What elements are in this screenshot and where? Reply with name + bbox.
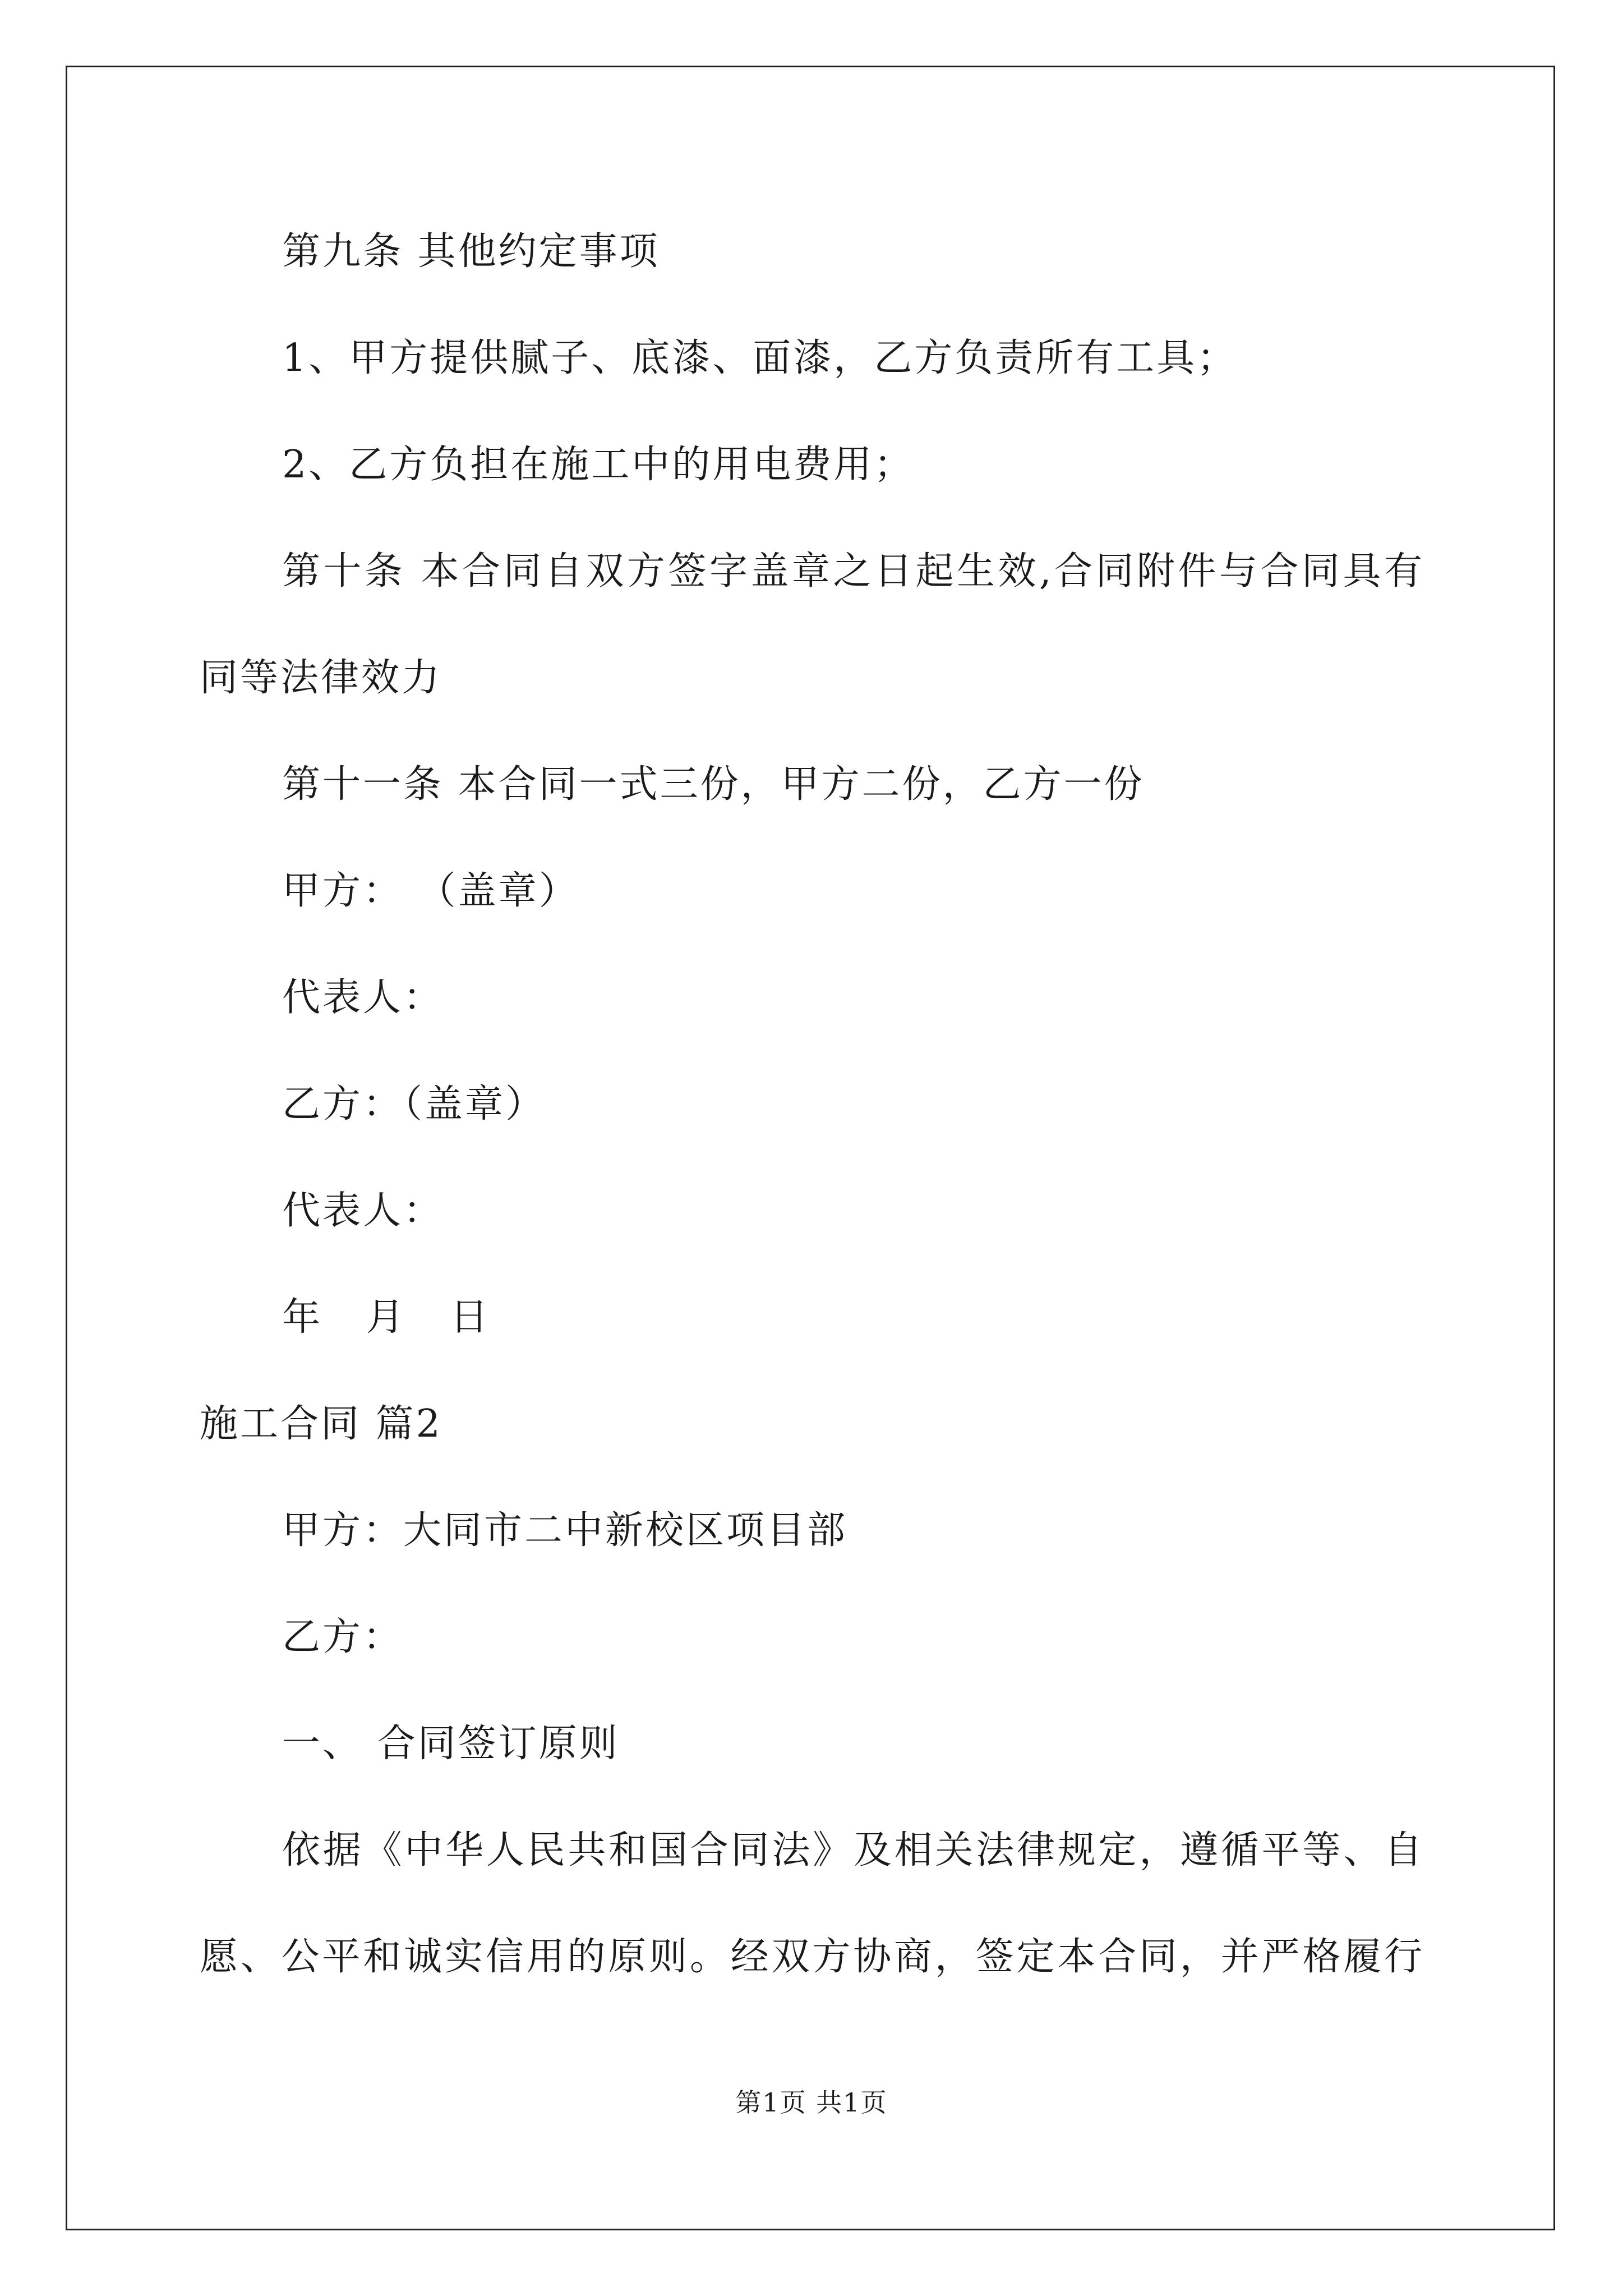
party-b-representative: 代表人： [282,1189,444,1233]
article-10-line-2: 同等法律效力 [200,656,442,700]
section-title: 施工合同 篇2 [200,1402,442,1446]
article-9-item-2: 2、乙方负担在施工中的用电费用； [282,443,915,487]
page-border [66,66,1555,2230]
party-a-name: 甲方：大同市二中新校区项目部 [282,1508,848,1553]
section-1-paragraph-line-2: 愿、公平和诚实信用的原则。经双方协商，签定本合同，并严格履行 [200,1935,1423,1979]
party-b-name: 乙方： [282,1615,404,1659]
article-10-line-1: 第十条 本合同自双方签字盖章之日起生效,合同附件与合同具有 [282,549,1423,593]
party-b-seal: 乙方：（盖章） [282,1082,546,1126]
article-11: 第十一条 本合同一式三份，甲方二份，乙方一份 [282,762,1145,807]
article-9-heading: 第九条 其他约定事项 [282,229,660,274]
section-1-paragraph-line-1: 依据《中华人民共和国合同法》及相关法律规定，遵循平等、自 [282,1828,1423,1872]
article-9-item-1: 1、甲方提供腻子、底漆、面漆，乙方负责所有工具； [282,336,1238,380]
party-a-representative: 代表人： [282,976,444,1020]
section-1-heading: 一、 合同签订原则 [282,1722,620,1766]
date-line: 年 月 日 [282,1295,505,1340]
page-footer: 第1页 共1页 [735,2087,888,2118]
party-a-seal: 甲方： （盖章） [282,869,579,913]
